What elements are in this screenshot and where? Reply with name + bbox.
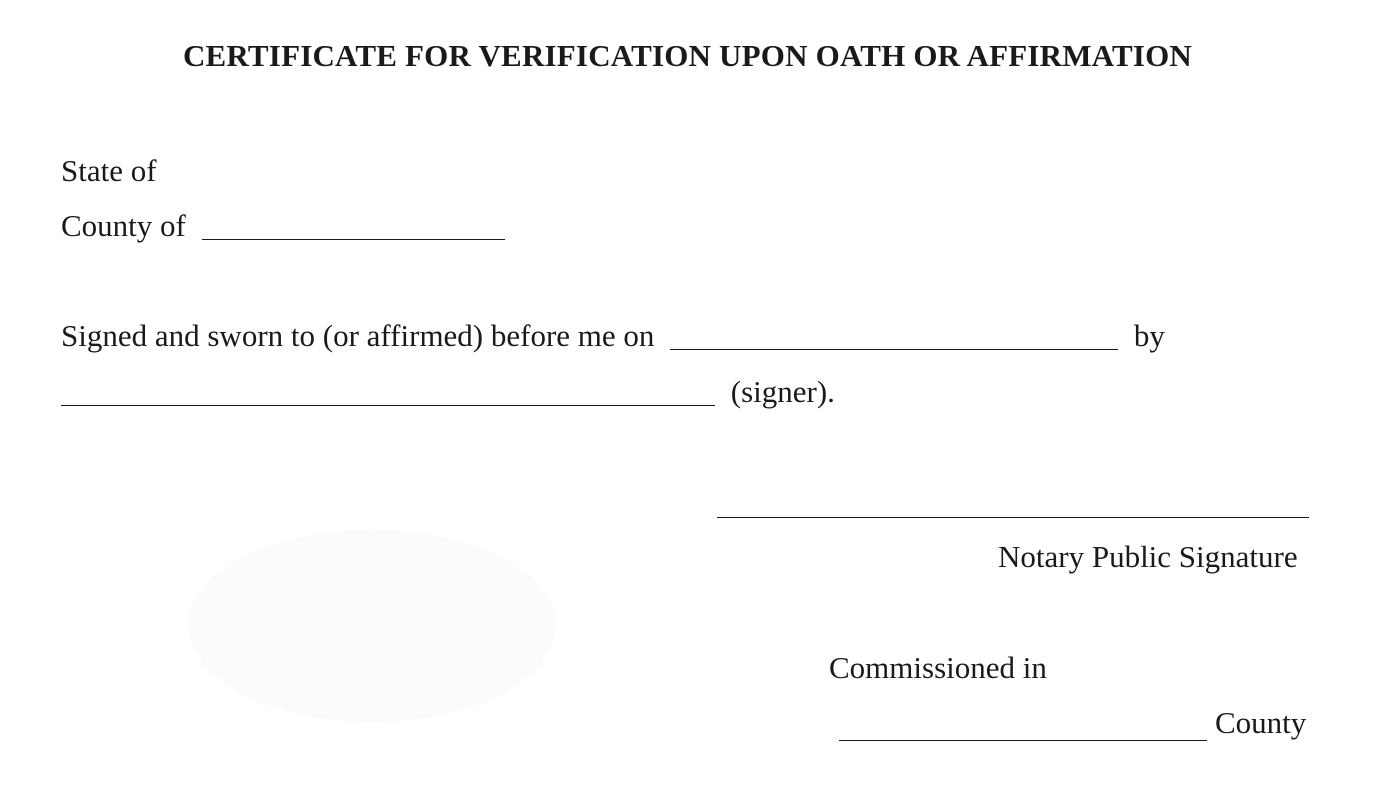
notary-signature-label: Notary Public Signature [998, 539, 1298, 574]
notary-signature-blank[interactable] [717, 516, 1309, 518]
signer-text: (signer). [730, 374, 835, 409]
commissioned-county-blank[interactable] [839, 739, 1207, 741]
commissioned-line [829, 648, 1047, 688]
signer-line [61, 372, 835, 412]
county-blank[interactable] [202, 238, 505, 240]
certificate-title: CERTIFICATE FOR VERIFICATION UPON OATH OR AFFIRMATION [182, 38, 1193, 73]
commissioned-label: Commissioned in [829, 650, 1047, 685]
signed-line [61, 316, 1165, 356]
county-suffix-line [1215, 703, 1306, 743]
notary-signature-line [998, 537, 1298, 577]
signed-text: Signed and sworn to (or affirmed) before me on [61, 318, 655, 353]
county-suffix: County [1215, 705, 1307, 740]
notary-seal-area [188, 530, 556, 722]
state-label: State of [61, 153, 157, 188]
by-text: by [1133, 318, 1165, 353]
date-blank[interactable] [670, 348, 1118, 350]
county-label: County of [61, 208, 186, 243]
signer-blank[interactable] [61, 404, 715, 406]
county-line [61, 206, 511, 246]
state-line [61, 151, 157, 191]
